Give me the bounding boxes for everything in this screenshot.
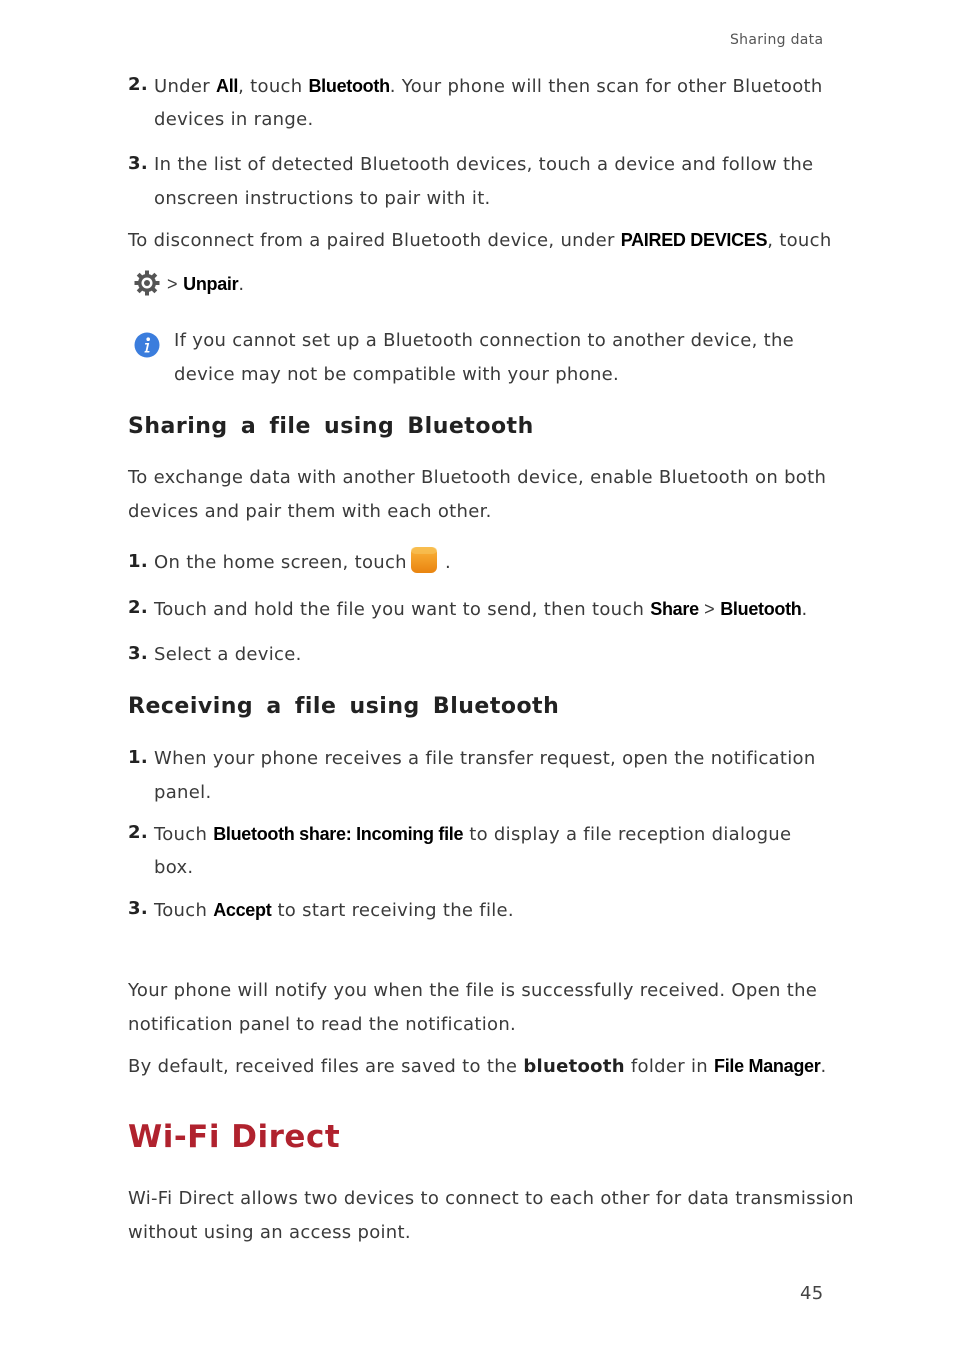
step-text: box. xyxy=(154,857,194,878)
step-number: 3. xyxy=(128,153,148,174)
unpair-path xyxy=(167,272,244,297)
bluetooth-label: Bluetooth xyxy=(720,599,802,619)
step-text: devices in range. xyxy=(154,109,314,130)
step-text: In the list of detected Bluetooth devices, touch a device and follow the xyxy=(154,154,814,175)
section-title: Sharing data xyxy=(730,32,824,48)
separator: > xyxy=(167,274,184,294)
step-text: Select a device. xyxy=(154,644,302,665)
text: , touch xyxy=(238,76,309,97)
step-number: 2. xyxy=(128,74,148,95)
step-text xyxy=(154,898,514,923)
text: to display a file reception dialogue xyxy=(463,824,792,845)
menu-all: All xyxy=(216,76,239,96)
share-label: Share xyxy=(650,599,699,619)
menu-bluetooth: Bluetooth xyxy=(308,76,390,96)
paragraph xyxy=(128,1054,826,1079)
paragraph: without using an access point. xyxy=(128,1222,411,1243)
step-text xyxy=(154,597,808,622)
paired-devices-label: PAIRED DEVICES xyxy=(620,230,768,250)
text: Touch xyxy=(154,900,214,921)
chapter-heading: Wi-Fi Direct xyxy=(128,1119,341,1155)
file-manager-icon xyxy=(410,546,438,574)
step-text xyxy=(154,74,823,99)
info-icon xyxy=(134,332,160,358)
step-number: 3. xyxy=(128,898,148,919)
accept-label: Accept xyxy=(213,900,272,920)
step-text xyxy=(154,822,791,847)
note-text: device may not be compatible with your phone. xyxy=(174,364,620,385)
text: . xyxy=(820,1056,827,1077)
step-number: 2. xyxy=(128,597,148,618)
section-heading: Receiving a file using Bluetooth xyxy=(128,694,560,719)
separator: > xyxy=(698,599,721,619)
text: . xyxy=(238,274,245,295)
file-manager-label: File Manager xyxy=(714,1056,821,1076)
text: . xyxy=(801,599,808,620)
text: , touch xyxy=(767,230,832,251)
gear-icon xyxy=(133,269,161,297)
paragraph: To exchange data with another Bluetooth device, enable Bluetooth on both xyxy=(128,467,827,488)
text: Under xyxy=(154,76,217,97)
page-number: 45 xyxy=(800,1283,824,1304)
text: To disconnect from a paired Bluetooth device, under xyxy=(128,230,621,251)
paragraph: devices and pair them with each other. xyxy=(128,501,492,522)
section-heading: Sharing a file using Bluetooth xyxy=(128,414,534,439)
paragraph: Wi-Fi Direct allows two devices to connect to each other for data transmission xyxy=(128,1188,854,1209)
text: folder in xyxy=(624,1056,714,1077)
text: By default, received files are saved to the xyxy=(128,1056,524,1077)
step-text: panel. xyxy=(154,782,212,803)
step-text: On the home screen, touch xyxy=(154,552,407,573)
text: Touch xyxy=(154,824,214,845)
paragraph: notification panel to read the notification. xyxy=(128,1014,517,1035)
text: . Your phone will then scan for other Bluetooth xyxy=(389,76,823,97)
unpair-label: Unpair xyxy=(183,274,239,294)
step-number: 2. xyxy=(128,822,148,843)
step-number: 1. xyxy=(128,747,148,768)
incoming-file-label: Bluetooth share: Incoming file xyxy=(213,824,464,844)
text: Touch and hold the file you want to send, then touch xyxy=(154,599,651,620)
folder-name: bluetooth xyxy=(523,1056,625,1077)
paragraph: Your phone will notify you when the file is successfully received. Open the xyxy=(128,980,818,1001)
note-text: If you cannot set up a Bluetooth connection to another device, the xyxy=(174,330,795,351)
step-number: 1. xyxy=(128,551,148,572)
text: to start receiving the file. xyxy=(271,900,514,921)
text: . xyxy=(445,552,452,573)
step-number: 3. xyxy=(128,643,148,664)
step-text: onscreen instructions to pair with it. xyxy=(154,188,491,209)
disconnect-text xyxy=(128,228,832,253)
step-text: When your phone receives a file transfer request, open the notification xyxy=(154,748,816,769)
